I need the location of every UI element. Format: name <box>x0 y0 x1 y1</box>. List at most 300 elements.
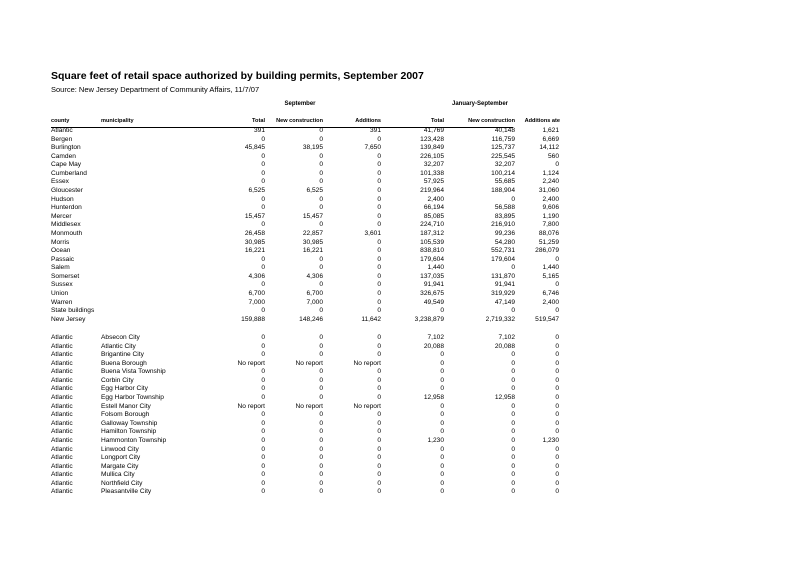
cell-county: Atlantic <box>51 428 73 436</box>
cell-sep-new-construction: 0 <box>319 462 323 470</box>
cell-sep-additions: 0 <box>377 334 381 341</box>
column-header-municipality: municipality <box>101 118 134 124</box>
cell-ytd-new-construction: 0 <box>511 307 515 315</box>
table-row <box>51 281 559 290</box>
cell-sep-additions: 0 <box>377 479 381 487</box>
cell-ytd-additions: 0 <box>555 342 559 350</box>
cell-county: Atlantic <box>51 488 73 496</box>
cell-sep-additions: 0 <box>377 307 381 315</box>
cell-sep-additions: 0 <box>377 454 381 462</box>
cell-sep-additions: 0 <box>377 385 381 393</box>
cell-sep-new-construction: 0 <box>319 445 323 453</box>
cell-ytd-additions: 0 <box>555 394 559 402</box>
cell-sep-new-construction: 22,857 <box>302 229 323 237</box>
column-header-county: county <box>51 118 70 124</box>
cell-ytd-new-construction: 54,280 <box>494 238 515 246</box>
cell-sep-new-construction: 0 <box>319 479 323 487</box>
cell-sep-additions: 0 <box>377 255 381 263</box>
cell-ytd-total: 0 <box>440 488 444 496</box>
cell-sep-new-construction: 0 <box>319 334 323 341</box>
cell-county: Atlantic <box>51 127 73 134</box>
column-header-ytd-additions: Additions ate <box>524 118 560 124</box>
cell-county: Monmouth <box>51 229 83 237</box>
cell-ytd-additions: 88,076 <box>538 229 559 237</box>
table-row <box>51 376 559 386</box>
cell-sep-total: 0 <box>261 419 265 427</box>
cell-municipality: Northfield City <box>101 479 143 487</box>
cell-municipality: Brigantine City <box>101 351 144 359</box>
cell-sep-new-construction: 0 <box>319 127 323 134</box>
cell-sep-new-construction: 0 <box>319 419 323 427</box>
cell-ytd-new-construction: 0 <box>511 359 515 367</box>
table-row <box>51 307 559 316</box>
cell-ytd-additions: 1,230 <box>542 436 559 444</box>
cell-ytd-new-construction: 0 <box>511 462 515 470</box>
cell-sep-total: 0 <box>261 436 265 444</box>
cell-sep-total: 0 <box>261 411 265 419</box>
cell-ytd-additions: 0 <box>555 368 559 376</box>
cell-sep-additions: 0 <box>377 195 381 203</box>
cell-sep-new-construction: 0 <box>319 394 323 402</box>
cell-ytd-total: 179,604 <box>420 255 444 263</box>
cell-municipality: Margate City <box>101 462 139 470</box>
cell-ytd-new-construction: 2,719,332 <box>485 315 515 323</box>
table-row <box>51 298 559 308</box>
cell-sep-new-construction: No report <box>295 359 323 367</box>
cell-sep-total: 0 <box>261 342 265 350</box>
cell-ytd-total: 85,085 <box>423 212 444 220</box>
cell-ytd-additions: 0 <box>555 402 559 410</box>
cell-county: Camden <box>51 152 76 160</box>
cell-county: Atlantic <box>51 462 73 470</box>
table-row <box>51 152 559 162</box>
table-row <box>51 445 559 455</box>
cell-sep-new-construction: 15,457 <box>302 212 323 220</box>
cell-sep-additions: 0 <box>377 187 381 195</box>
column-header-sep-new-construction: New construction <box>276 118 323 124</box>
cell-ytd-new-construction: 0 <box>511 471 515 479</box>
cell-county: Salem <box>51 264 70 272</box>
cell-ytd-total: 105,539 <box>420 238 444 246</box>
cell-sep-new-construction: 0 <box>319 178 323 186</box>
table-row <box>51 351 559 360</box>
table-row <box>51 247 559 256</box>
cell-sep-new-construction: 4,306 <box>306 272 323 280</box>
cell-ytd-new-construction: 0 <box>511 454 515 462</box>
table-row <box>51 488 559 497</box>
cell-sep-total: 6,700 <box>248 289 265 297</box>
cell-ytd-additions: 0 <box>555 462 559 470</box>
cell-sep-new-construction: 0 <box>319 255 323 263</box>
cell-sep-total: 0 <box>261 454 265 462</box>
cell-county: Burlington <box>51 144 81 152</box>
cell-ytd-additions: 6,746 <box>542 289 559 297</box>
cell-sep-total: 0 <box>261 351 265 359</box>
cell-ytd-new-construction: 100,214 <box>491 169 515 177</box>
cell-ytd-total: 187,312 <box>420 229 444 237</box>
column-header-sep-total: Total <box>252 118 265 124</box>
cell-sep-new-construction: 0 <box>319 169 323 177</box>
table-row <box>51 479 559 489</box>
cell-ytd-total: 226,105 <box>420 152 444 160</box>
cell-sep-new-construction: 0 <box>319 204 323 212</box>
cell-sep-new-construction: 0 <box>319 135 323 143</box>
cell-ytd-total: 1,230 <box>427 436 444 444</box>
cell-ytd-new-construction: 12,958 <box>494 394 515 402</box>
cell-sep-total: 0 <box>261 428 265 436</box>
cell-sep-additions: 3,601 <box>364 229 381 237</box>
cell-ytd-new-construction: 131,870 <box>491 272 515 280</box>
cell-sep-additions: 391 <box>369 127 381 134</box>
cell-sep-new-construction: 0 <box>319 264 323 272</box>
cell-sep-new-construction: 0 <box>319 411 323 419</box>
table-row <box>51 428 559 437</box>
cell-ytd-new-construction: 188,904 <box>491 187 515 195</box>
cell-sep-additions: 0 <box>377 221 381 229</box>
cell-ytd-new-construction: 0 <box>511 411 515 419</box>
cell-ytd-additions: 519,547 <box>535 315 559 323</box>
cell-ytd-additions: 0 <box>555 471 559 479</box>
table-row <box>51 221 559 230</box>
cell-county: Hunterdon <box>51 204 82 212</box>
table-row <box>51 471 559 480</box>
cell-sep-new-construction: 0 <box>319 195 323 203</box>
cell-ytd-total: 3,238,879 <box>414 315 444 323</box>
cell-ytd-additions: 0 <box>555 255 559 263</box>
cell-ytd-total: 123,428 <box>420 135 444 143</box>
cell-sep-new-construction: 0 <box>319 436 323 444</box>
cell-sep-new-construction: 0 <box>319 152 323 160</box>
cell-county: New Jersey <box>51 315 86 323</box>
cell-ytd-additions: 560 <box>547 152 559 160</box>
cell-sep-additions: 0 <box>377 471 381 479</box>
cell-ytd-new-construction: 125,737 <box>491 144 515 152</box>
cell-ytd-total: 0 <box>440 471 444 479</box>
cell-sep-new-construction: No report <box>295 402 323 410</box>
cell-ytd-new-construction: 55,685 <box>494 178 515 186</box>
cell-sep-total: 0 <box>261 152 265 160</box>
table-row <box>51 462 559 472</box>
cell-sep-additions: 0 <box>377 342 381 350</box>
cell-ytd-additions: 0 <box>555 411 559 419</box>
cell-sep-additions: 0 <box>377 289 381 297</box>
cell-sep-additions: 0 <box>377 411 381 419</box>
cell-sep-total: 15,457 <box>244 212 265 220</box>
table-row <box>51 334 559 343</box>
table-row <box>51 289 559 299</box>
cell-county: Atlantic <box>51 334 73 341</box>
cell-sep-total: 30,985 <box>244 238 265 246</box>
cell-sep-additions: 0 <box>377 135 381 143</box>
cell-sep-new-construction: 0 <box>319 385 323 393</box>
cell-ytd-additions: 6,669 <box>542 135 559 143</box>
cell-ytd-new-construction: 0 <box>511 488 515 496</box>
cell-ytd-total: 0 <box>440 351 444 359</box>
cell-sep-total: 16,221 <box>244 247 265 255</box>
table-row <box>51 342 559 352</box>
cell-ytd-new-construction: 179,604 <box>491 255 515 263</box>
cell-ytd-total: 0 <box>440 454 444 462</box>
cell-county: Mercer <box>51 212 72 220</box>
cell-ytd-additions: 2,400 <box>542 195 559 203</box>
cell-ytd-new-construction: 83,895 <box>494 212 515 220</box>
cell-ytd-additions: 0 <box>555 385 559 393</box>
cell-sep-total: 0 <box>261 376 265 384</box>
cell-sep-additions: 0 <box>377 281 381 289</box>
cell-sep-total: 6,525 <box>248 187 265 195</box>
cell-municipality: Linwood City <box>101 445 139 453</box>
cell-ytd-new-construction: 99,236 <box>494 229 515 237</box>
cell-sep-new-construction: 16,221 <box>302 247 323 255</box>
cell-sep-additions: 0 <box>377 445 381 453</box>
cell-ytd-new-construction: 0 <box>511 479 515 487</box>
cell-ytd-total: 101,338 <box>420 169 444 177</box>
cell-sep-new-construction: 0 <box>319 376 323 384</box>
table-row <box>51 238 559 248</box>
cell-sep-additions: 7,650 <box>364 144 381 152</box>
cell-county: Atlantic <box>51 479 73 487</box>
cell-ytd-new-construction: 0 <box>511 264 515 272</box>
cell-ytd-total: 7,102 <box>427 334 444 341</box>
cell-county: Bergen <box>51 135 73 143</box>
cell-sep-additions: 0 <box>377 368 381 376</box>
cell-county: Atlantic <box>51 394 73 402</box>
table-row <box>51 264 559 273</box>
cell-sep-additions: No report <box>353 359 381 367</box>
cell-ytd-total: 838,810 <box>420 247 444 255</box>
cell-municipality: Estell Manor City <box>101 402 151 410</box>
cell-ytd-additions: 7,800 <box>542 221 559 229</box>
cell-ytd-additions: 0 <box>555 488 559 496</box>
cell-ytd-additions: 0 <box>555 376 559 384</box>
cell-ytd-additions: 1,440 <box>542 264 559 272</box>
cell-ytd-new-construction: 0 <box>511 385 515 393</box>
cell-sep-new-construction: 38,195 <box>302 144 323 152</box>
cell-county: Essex <box>51 178 69 186</box>
cell-ytd-total: 219,964 <box>420 187 444 195</box>
cell-sep-total: 0 <box>261 161 265 169</box>
cell-ytd-new-construction: 0 <box>511 428 515 436</box>
cell-ytd-total: 0 <box>440 462 444 470</box>
cell-ytd-additions: 0 <box>555 454 559 462</box>
cell-sep-additions: 0 <box>377 428 381 436</box>
cell-county: Atlantic <box>51 454 73 462</box>
cell-ytd-total: 12,958 <box>423 394 444 402</box>
cell-sep-new-construction: 6,700 <box>306 289 323 297</box>
cell-ytd-additions: 286,079 <box>535 247 559 255</box>
cell-ytd-total: 2,400 <box>427 195 444 203</box>
cell-county: Atlantic <box>51 342 73 350</box>
table-row <box>51 187 559 196</box>
cell-sep-additions: No report <box>353 402 381 410</box>
cell-sep-additions: 0 <box>377 152 381 160</box>
cell-county: Gloucester <box>51 187 83 195</box>
table-row <box>51 127 559 136</box>
column-header-ytd-total: Total <box>431 118 444 124</box>
cell-sep-additions: 0 <box>377 212 381 220</box>
cell-sep-total: 391 <box>253 127 265 134</box>
cell-ytd-additions: 0 <box>555 428 559 436</box>
cell-ytd-new-construction: 552,731 <box>491 247 515 255</box>
cell-ytd-additions: 1,190 <box>542 212 559 220</box>
cell-county: Ocean <box>51 247 71 255</box>
cell-ytd-total: 0 <box>440 479 444 487</box>
cell-ytd-new-construction: 0 <box>511 376 515 384</box>
cell-municipality: Folsom Borough <box>101 411 150 419</box>
cell-ytd-total: 49,549 <box>423 298 444 306</box>
cell-ytd-total: 0 <box>440 445 444 453</box>
cell-sep-total: 0 <box>261 394 265 402</box>
cell-sep-total: 0 <box>261 195 265 203</box>
column-header-ytd-new-construction: New construction <box>468 118 515 124</box>
cell-county: Atlantic <box>51 385 73 393</box>
group-header-september: September <box>284 101 316 107</box>
cell-county: Sussex <box>51 281 73 289</box>
cell-ytd-new-construction: 20,088 <box>494 342 515 350</box>
table-row <box>51 385 559 394</box>
cell-ytd-new-construction: 0 <box>511 195 515 203</box>
cell-ytd-new-construction: 225,545 <box>491 152 515 160</box>
cell-sep-total: 0 <box>261 462 265 470</box>
cell-ytd-total: 0 <box>440 411 444 419</box>
cell-sep-new-construction: 0 <box>319 454 323 462</box>
cell-sep-new-construction: 0 <box>319 428 323 436</box>
cell-county: Atlantic <box>51 419 73 427</box>
cell-sep-total: 0 <box>261 135 265 143</box>
cell-sep-additions: 0 <box>377 204 381 212</box>
table-row <box>51 368 559 377</box>
cell-sep-new-construction: 6,525 <box>306 187 323 195</box>
cell-ytd-new-construction: 0 <box>511 419 515 427</box>
cell-sep-new-construction: 0 <box>319 161 323 169</box>
table-row <box>51 204 559 213</box>
cell-ytd-additions: 1,621 <box>542 127 559 134</box>
cell-ytd-new-construction: 216,910 <box>491 221 515 229</box>
cell-sep-additions: 0 <box>377 436 381 444</box>
table-row <box>51 454 559 463</box>
cell-sep-additions: 0 <box>377 238 381 246</box>
cell-sep-total: 0 <box>261 255 265 263</box>
table-row <box>51 402 559 412</box>
cell-ytd-new-construction: 91,941 <box>494 281 515 289</box>
cell-sep-additions: 0 <box>377 394 381 402</box>
cell-municipality: Buena Vista Township <box>101 368 166 376</box>
cell-ytd-new-construction: 32,207 <box>494 161 515 169</box>
cell-municipality: Longport City <box>101 454 141 462</box>
cell-county: Hudson <box>51 195 74 203</box>
cell-ytd-additions: 51,259 <box>538 238 559 246</box>
cell-ytd-total: 66,194 <box>423 204 444 212</box>
table-row <box>51 212 559 222</box>
cell-ytd-total: 20,088 <box>423 342 444 350</box>
table-row <box>51 135 559 145</box>
cell-ytd-additions: 0 <box>555 359 559 367</box>
municipal-table <box>51 334 559 497</box>
cell-county: Passaic <box>51 255 75 263</box>
cell-sep-new-construction: 30,985 <box>302 238 323 246</box>
cell-county: Atlantic <box>51 376 73 384</box>
cell-county: Cumberland <box>51 169 87 177</box>
cell-ytd-total: 326,675 <box>420 289 444 297</box>
cell-ytd-additions: 0 <box>555 479 559 487</box>
cell-ytd-additions: 31,060 <box>538 187 559 195</box>
cell-sep-total: 0 <box>261 471 265 479</box>
cell-sep-new-construction: 0 <box>319 471 323 479</box>
cell-ytd-total: 32,207 <box>423 161 444 169</box>
cell-sep-additions: 0 <box>377 376 381 384</box>
cell-county: Middlesex <box>51 221 81 229</box>
cell-municipality: Hamilton Township <box>101 428 157 436</box>
cell-sep-total: 0 <box>261 204 265 212</box>
cell-sep-total: 0 <box>261 488 265 496</box>
cell-county: Atlantic <box>51 436 73 444</box>
cell-sep-additions: 0 <box>377 169 381 177</box>
cell-ytd-additions: 0 <box>555 334 559 341</box>
table-row <box>51 436 559 446</box>
page-title: Square feet of retail space authorized by building permits, September 2007 <box>51 70 424 82</box>
cell-ytd-new-construction: 0 <box>511 402 515 410</box>
cell-sep-total: 7,000 <box>248 298 265 306</box>
cell-sep-total: 0 <box>261 169 265 177</box>
cell-county: Morris <box>51 238 70 246</box>
cell-municipality: Absecon City <box>101 334 140 341</box>
group-header-ytd: January-September <box>451 101 509 107</box>
table-row <box>51 169 559 179</box>
cell-county: Union <box>51 289 69 297</box>
cell-county: Atlantic <box>51 471 73 479</box>
cell-sep-total: No report <box>237 402 265 410</box>
cell-sep-new-construction: 7,000 <box>306 298 323 306</box>
cell-municipality: Buena Borough <box>101 359 147 367</box>
cell-ytd-total: 0 <box>440 419 444 427</box>
table-row <box>51 272 559 282</box>
cell-ytd-new-construction: 0 <box>511 351 515 359</box>
source-note: Source: New Jersey Department of Community Affairs, 11/7/07 <box>51 85 260 94</box>
cell-sep-additions: 0 <box>377 272 381 280</box>
cell-sep-additions: 0 <box>377 419 381 427</box>
cell-ytd-additions: 0 <box>555 161 559 169</box>
cell-ytd-additions: 0 <box>555 281 559 289</box>
cell-sep-total: 4,306 <box>248 272 265 280</box>
cell-ytd-additions: 5,165 <box>542 272 559 280</box>
cell-county: Warren <box>51 298 73 306</box>
cell-ytd-total: 0 <box>440 307 444 315</box>
cell-county: Somerset <box>51 272 80 280</box>
cell-ytd-additions: 0 <box>555 307 559 315</box>
cell-county: Atlantic <box>51 445 73 453</box>
cell-sep-new-construction: 0 <box>319 351 323 359</box>
cell-county: Atlantic <box>51 359 73 367</box>
cell-sep-new-construction: 0 <box>319 307 323 315</box>
cell-ytd-additions: 9,606 <box>542 204 559 212</box>
cell-sep-additions: 0 <box>377 462 381 470</box>
cell-sep-new-construction: 0 <box>319 281 323 289</box>
table-row <box>51 419 559 429</box>
cell-county: Atlantic <box>51 351 73 359</box>
cell-sep-additions: 0 <box>377 351 381 359</box>
table-row <box>51 394 559 403</box>
cell-sep-total: 0 <box>261 368 265 376</box>
table-row <box>51 315 559 325</box>
county-table <box>51 127 559 324</box>
cell-municipality: Hammonton Township <box>101 436 167 444</box>
cell-ytd-total: 91,941 <box>423 281 444 289</box>
cell-sep-additions: 11,642 <box>361 315 381 323</box>
cell-sep-total: 0 <box>261 178 265 186</box>
cell-sep-additions: 0 <box>377 161 381 169</box>
cell-ytd-additions: 1,124 <box>542 169 559 177</box>
cell-municipality: Galloway Township <box>101 419 158 427</box>
